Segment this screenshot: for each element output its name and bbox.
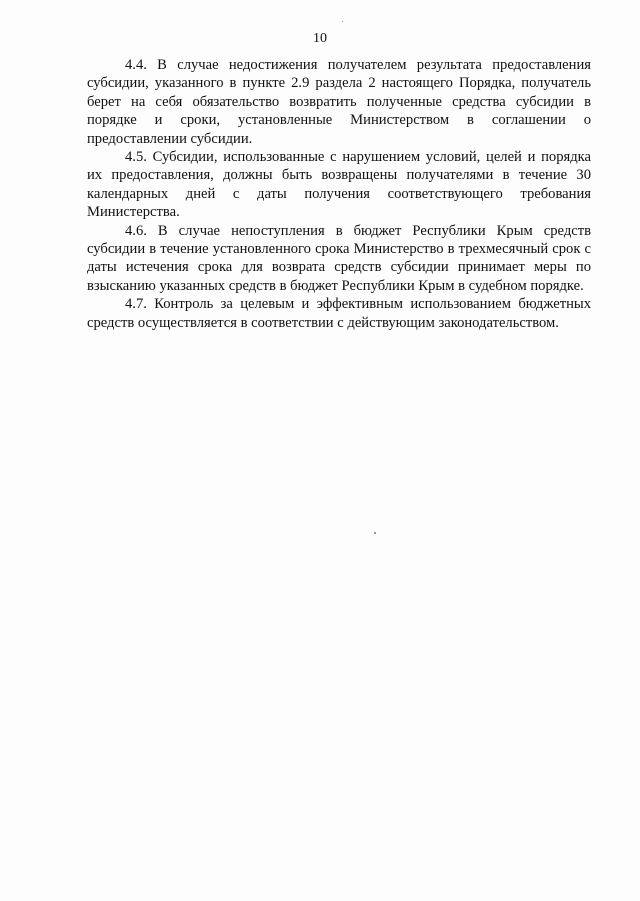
paragraph-4-5: 4.5. Субсидии, использованные с нарушением условий, целей и порядка их предоставления, должны быть возвращены получателями в течение 30 календарных дней с даты получения соответствующего требования Министерства. — [87, 149, 591, 221]
document-body — [87, 56, 591, 332]
page-number: 10 — [313, 31, 327, 46]
scan-speck — [374, 532, 376, 534]
paragraph-4-6: 4.6. В случае непоступления в бюджет Республики Крым средств субсидии в течение установленного срока Министерство в трехмесячный срок с даты истечения срока для возврата средств субсидии принимает меры по взысканию указанных средств в бюджет Республики Крым в судебном порядке. — [87, 222, 591, 294]
paragraph-4-4: 4.4. В случае недостижения получателем результата предоставления субсидии, указанного в пункте 2.9 раздела 2 настоящего Порядка, получатель берет на себя обязательство возвратить полученные средства субсидии в порядке и сроки, установленные Министерством в соглашении о предоставлении субсидии. — [87, 57, 591, 147]
scan-speck — [342, 21, 343, 22]
paragraph-4-7: 4.7. Контроль за целевым и эффективным использованием бюджетных средств осуществляется в соответствии с действующим законодательством. — [87, 296, 591, 331]
